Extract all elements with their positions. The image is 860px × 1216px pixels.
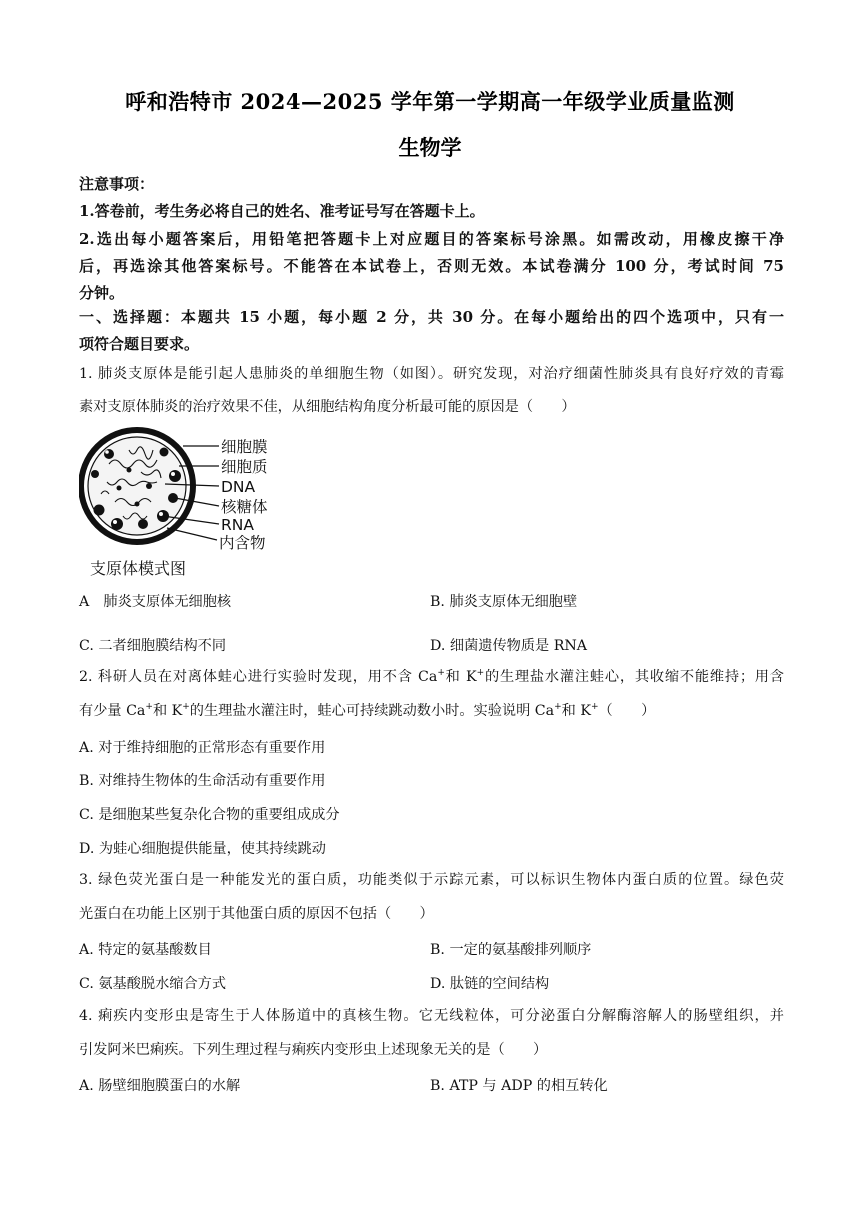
q2-stem-line-2: [79, 701, 784, 721]
q1-option-b[interactable]: B. 肺炎支原体无细胞壁: [430, 594, 578, 610]
q1-stem-line-2: 素对支原体肺炎的治疗效果不佳，从细胞结构角度分析最可能的原因是（ ）: [79, 399, 576, 415]
notice-item-2-line-2: 后，再选涂其他答案标号。不能答在本试卷上，否则无效。本试卷满分 100 分，考试时间 75: [79, 257, 784, 275]
q1-option-d[interactable]: D. 细菌遗传物质是 RNA: [430, 638, 588, 654]
label-dna: DNA: [221, 478, 256, 496]
q2-text: 2. 科研人员在对离体蛙心进行实验时发现，用不含 Ca: [79, 669, 438, 685]
q2-stem-line-1: [79, 667, 784, 687]
q4-stem-line-2: 引发阿米巴痢疾。下列生理过程与痢疾内变形虫上述现象无关的是（ ）: [79, 1042, 548, 1058]
section-1-heading-line-1: 一、选择题：本题共 15 小题，每小题 2 分，共 30 分。在每小题给出的四个选项中，只有一: [79, 308, 784, 326]
q2-text: 有少量 Ca: [79, 703, 146, 719]
q1-stem-line-1: 1. 肺炎支原体是能引起人患肺炎的单细胞生物（如图）。研究发现，对治疗细菌性肺炎具有良好疗效的青霉: [79, 366, 784, 382]
q2-text: 和 K: [561, 703, 591, 719]
superscript-plus: +: [590, 702, 599, 712]
q2-option-a[interactable]: A. 对于维持细胞的正常形态有重要作用: [79, 740, 326, 756]
label-membrane: 细胞膜: [221, 438, 268, 456]
label-inclusion: 内含物: [219, 534, 266, 552]
q3-option-b[interactable]: B. 一定的氨基酸排列顺序: [430, 942, 592, 958]
q1-option-a[interactable]: A 肺炎支原体无细胞核: [79, 594, 232, 610]
q4-stem-line-1: 4. 痢疾内变形虫是寄生于人体肠道中的真核生物。它无线粒体，可分泌蛋白分解酶溶解人的肠壁组织，并: [79, 1008, 784, 1024]
q2-option-c[interactable]: C. 是细胞某些复杂化合物的重要组成成分: [79, 807, 340, 823]
notice-item-1: 1.答卷前，考生务必将自己的姓名、准考证号写在答题卡上。: [79, 202, 485, 220]
q2-text: 的生理盐水灌注蛙心，其收缩不能维持；用含: [484, 669, 784, 685]
q3-option-c[interactable]: C. 氨基酸脱水缩合方式: [79, 976, 227, 992]
superscript-plus: +: [145, 702, 153, 712]
q4-option-b[interactable]: B. ATP 与 ADP 的相互转化: [430, 1078, 608, 1094]
mycoplasma-cell-svg: [79, 424, 279, 554]
superscript-plus: +: [476, 668, 485, 678]
superscript-plus: +: [437, 668, 445, 678]
label-ribosome: 核糖体: [221, 498, 268, 516]
label-rna: RNA: [221, 516, 254, 534]
q2-text: 和 K: [444, 669, 477, 685]
q2-text: 和 K: [152, 703, 183, 719]
superscript-plus: +: [554, 702, 562, 712]
q2-text: 的生理盐水灌注时，蛙心可持续跳动数小时。实验说明 Ca: [189, 703, 555, 719]
section-1-heading-line-2: 项符合题目要求。: [79, 335, 200, 353]
cytoplasm: [88, 437, 186, 535]
q2-text: （ ）: [598, 703, 656, 719]
q1-option-c[interactable]: C. 二者细胞膜结构不同: [79, 638, 227, 654]
notice-item-2-line-1: 2.选出每小题答案后，用铅笔把答题卡上对应题目的答案标号涂黑。如需改动，用橡皮擦干净: [79, 230, 784, 248]
q3-stem-line-2: 光蛋白在功能上区别于其他蛋白质的原因不包括（ ）: [79, 906, 434, 922]
q2-option-b[interactable]: B. 对维持生物体的生命活动有重要作用: [79, 773, 326, 789]
notice-item-2-line-3: 分钟。: [79, 284, 125, 302]
q3-option-a[interactable]: A. 特定的氨基酸数目: [79, 942, 212, 958]
notice-heading: 注意事项：: [79, 175, 155, 193]
exam-title: 呼和浩特市 2024—2025 学年第一学期高一年级学业质量监测: [125, 89, 735, 114]
figure-caption: 支原体模式图: [90, 559, 187, 578]
superscript-plus: +: [182, 702, 190, 712]
q3-stem-line-1: 3. 绿色荧光蛋白是一种能发光的蛋白质，功能类似于示踪元素，可以标识生物体内蛋白质的位置。绿色荧: [79, 872, 784, 888]
q3-option-d[interactable]: D. 肽链的空间结构: [430, 976, 550, 992]
q4-option-a[interactable]: A. 肠壁细胞膜蛋白的水解: [79, 1078, 241, 1094]
q2-option-d[interactable]: D. 为蛙心细胞提供能量，使其持续跳动: [79, 841, 326, 857]
subject-title: 生物学: [398, 135, 462, 160]
label-cytoplasm: 细胞质: [221, 458, 268, 476]
